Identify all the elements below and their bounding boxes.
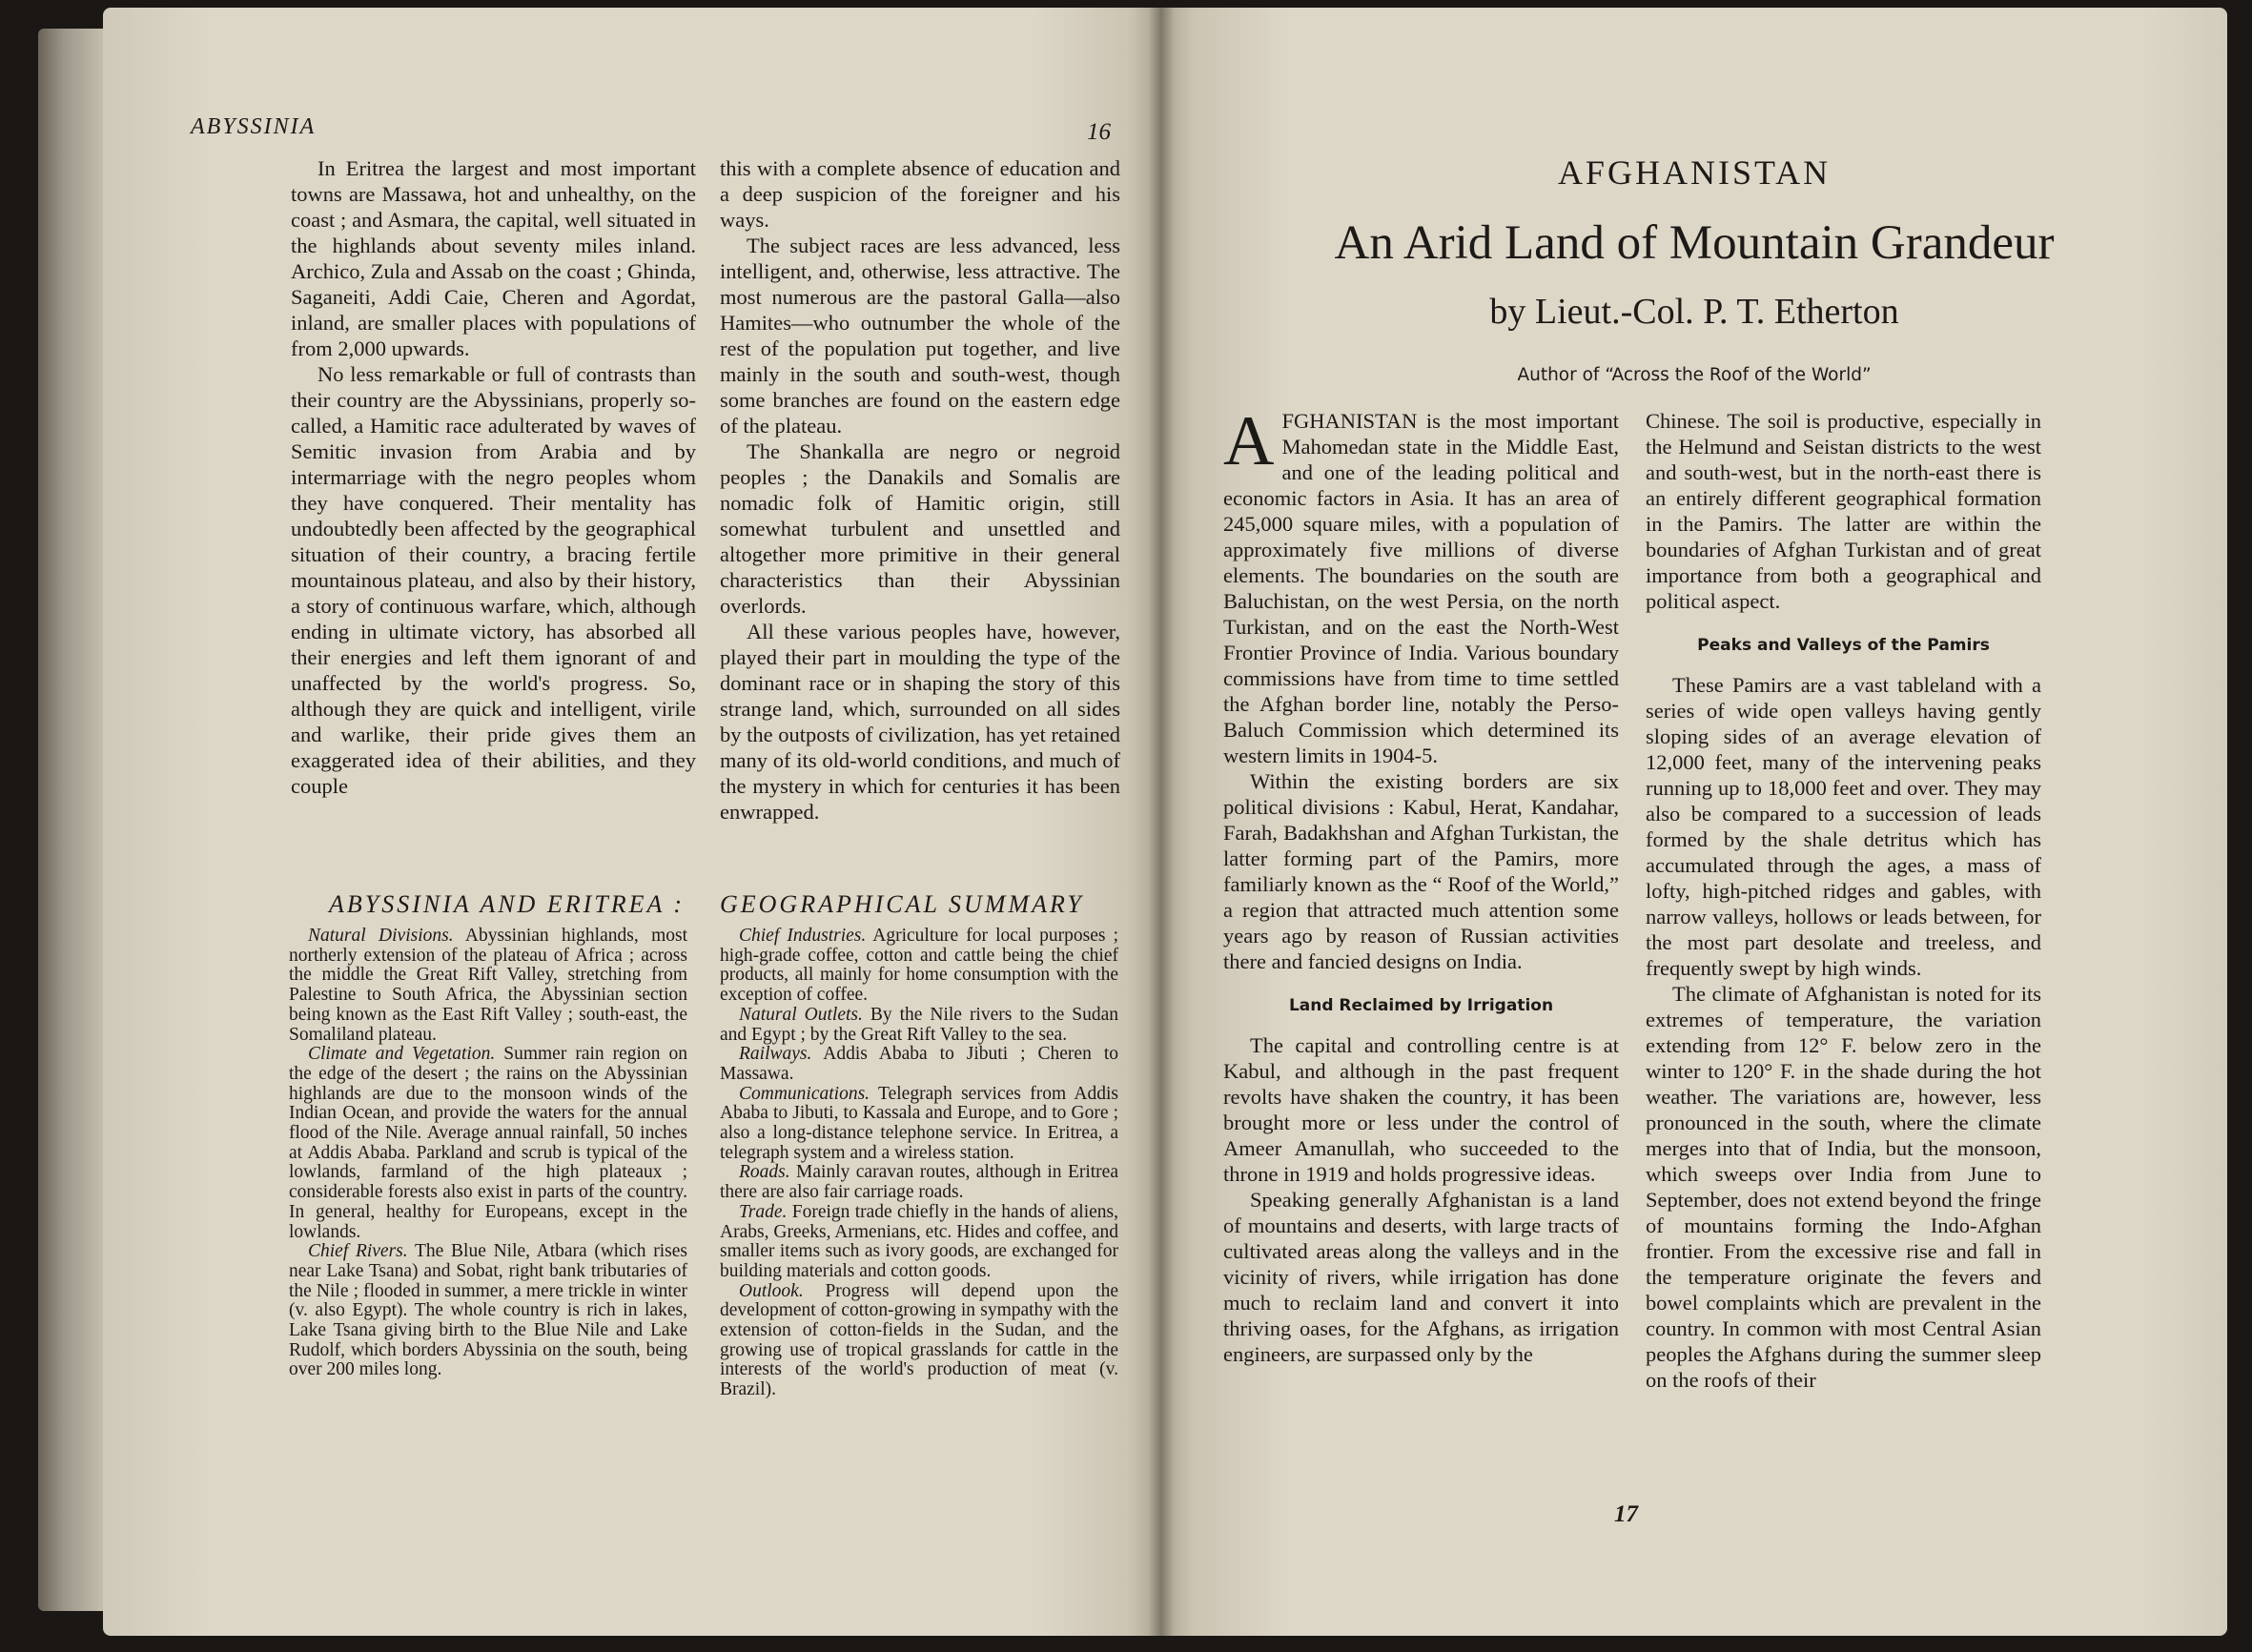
paragraph: No less remarkable or full of contrasts than their country are the Abyssinians, properly so-called, a Hamitic race adulterated by waves of Semitic invasion from Arabia and by intermarriage with the negro peoples whom they have conquered. Their mentality has undoubtedly been affected by the geographical situation of their country, a bracing fertile mountainous plateau, and also by their history, a story of continuous warfare, which, although ending in ultimate victory, has absorbed all their energies and left them ignorant of and unaffected by the world's progress. So, although they are quick and intelligent, virile and warlike, their pride gives them an exaggerated idea of their abilities, and they couple bbox=[291, 362, 696, 798]
paragraph: The Shankalla are negro or negroid peoples ; the Danakils and Somalis are nomadic folk of Hamitic origin, still somewhat turbulent and unsettled and altogether more primitive in their general characteristics than their Abyssinian overlords. bbox=[720, 439, 1120, 618]
summary-entry bbox=[720, 1163, 1118, 1202]
summary-entry bbox=[289, 1242, 687, 1380]
summary-text: The Blue Nile, Atbara (which rises near Lake Tsana) and Sobat, right bank tributaries of the Nile ; flooded in summer, a mere trickle in winter (v. also Egypt). The whole country is rich in lakes, Lake Tsana giving birth to the Blue Nile and Lake Rudolf, which borders Abyssinia on the south, being over 200 miles long. bbox=[289, 1241, 687, 1380]
paragraph: The subject races are less advanced, less intelligent, and, otherwise, less attractive. The most numerous are the pastoral Galla—also Hamites—who outnumber the whole of the rest of the population put together, and live mainly in the south and south-west, though some branches are found on the eastern edge of the plateau. bbox=[720, 234, 1120, 438]
summary-text: Abyssinian highlands, most northerly extension of the plateau of Africa ; across the middle the Great Rift Valley, stretching from Palestine to South Africa, the Abyssinian section being known as the East Rift Valley ; south-east, the Somaliland plateau. bbox=[289, 926, 687, 1045]
paragraph bbox=[1223, 402, 1619, 768]
paragraph: All these various peoples have, however, played their part in moulding the type of the dominant race or in shaping the story of this strange land, which, surrounded on all sides by the outposts of civilization, has yet retained many of its old-world conditions, and much of the mystery in which for centuries it has been enwrapped. bbox=[720, 620, 1120, 824]
summary-entry bbox=[720, 1203, 1118, 1282]
paragraph: Speaking generally Afghanistan is a land of mountains and deserts, with large tracts of cultivated areas along the valleys and in the vicinity of rivers, while irrigation has done much to reclaim land and convert it into thriving oases, for the Afghans, as irrigation engineers, are surpassed only by the bbox=[1223, 1188, 1619, 1366]
paragraph: In Eritrea the largest and most important towns are Massawa, hot and unhealthy, on the coast ; and Asmara, the capital, well situated in the highlands about seventy miles inland. Archico, Zula and Assab on the coast ; Ghinda, Saganeiti, Addi Caie, Cheren and Agordat, inland, are smaller places with populations of from 2,000 upwards. bbox=[291, 156, 696, 360]
summary-entry bbox=[720, 1282, 1118, 1400]
summary-text: Mainly caravan routes, although in Eritrea there are also fair carriage roads. bbox=[720, 1162, 1118, 1203]
summary-entry bbox=[720, 1006, 1118, 1045]
right-column-2 bbox=[1646, 408, 2041, 1393]
author-note: Author of “Across the Roof of the World” bbox=[1517, 365, 1872, 385]
paragraph: this with a complete absence of education and a deep suspicion of the foreigner and his ways. bbox=[720, 156, 1120, 232]
summary-lead: Railways. bbox=[739, 1044, 812, 1065]
paragraph-text: FGHANISTAN is the most important Mahomedan state in the Middle East, and one of the leading political and economic factors in Asia. It has an area of 245,000 square miles, with a population of approximately five millions of diverse elements. The boundaries on the south are Baluchistan, on the west Persia, on the north Turkistan, and on the east the North-West Frontier Province of India. Various boundary commissions have from time to time settled the Afghan border line, notably the Perso-Baluch Commission which determined its western limits in 1904-5. bbox=[1223, 409, 1619, 767]
summary-title bbox=[329, 890, 1101, 919]
paragraph: These Pamirs are a vast tableland with a series of wide open valleys having gently sloping sides of an average elevation of 12,000 feet, many of the intervening peaks running up to 18,000 feet and over. They may also be compared to a succession of leads formed by the shale detritus which has accumulated through the ages, a mass of lofty, high-pitched ridges and gables, with narrow valleys, hollows or leads between, for the most part desolate and treeless, and frequently swept by high winds. bbox=[1646, 673, 2041, 980]
article-byline: by Lieut.-Col. P. T. Etherton bbox=[1489, 292, 1899, 332]
summary-text: Telegraph services from Addis Ababa to Jibuti, to Kassala and Europe, and to Gore ; also a long-distance telephone service. In Eritrea, a telegraph system and a wireless station. bbox=[720, 1083, 1118, 1163]
summary-entry bbox=[289, 927, 687, 1045]
page-number-left: 16 bbox=[1087, 119, 1111, 145]
summary-entry bbox=[720, 1085, 1118, 1164]
subheading: Land Reclaimed by Irrigation bbox=[1288, 996, 1554, 1015]
summary-text: By the Nile rivers to the Sudan and Egypt ; by the Great Rift Valley to the sea. bbox=[720, 1004, 1119, 1045]
paragraph: The capital and controlling centre is at Kabul, and although in the past frequent revolts have shaken the country, it has been brought more or less under the control of Ameer Amanullah, who succeeded to the throne in 1919 and holds progressive ideas. bbox=[1223, 1033, 1619, 1186]
summary-title-part2: GEOGRAPHICAL SUMMARY bbox=[720, 890, 1084, 918]
paragraph: The climate of Afghanistan is noted for its extremes of temperature, the variation extending from 12° F. below zero in the winter to 120° F. in the shade during the hot weather. The variations are, however, less pronounced in the south, where the climate merges into that of India, but the monsoon, which sweeps over India from June to September, does not extend beyond the fringe of mountains forming the Indo-Afghan frontier. From the excessive rise and fall in the temperature originate the fevers and bowel complaints which are prevalent in the country. In common with most Central Asian peoples the Afghans during the summer sleep on the roofs of their bbox=[1646, 982, 2041, 1392]
summary-text: Addis Ababa to Jibuti ; Cheren to Massawa. bbox=[720, 1044, 1118, 1084]
left-column-2 bbox=[720, 155, 1120, 825]
article-country: AFGHANISTAN bbox=[1557, 153, 1832, 192]
summary-text: Progress will depend upon the development of cotton-growing in sympathy with the extension of cotton-fields in the Sudan, and the growing use of tropical grasslands for cattle in the interests of the world's production of meat (v. Brazil). bbox=[720, 1280, 1118, 1400]
article-title: An Arid Land of Mountain Grandeur bbox=[1334, 216, 2055, 270]
summary-lead: Chief Rivers. bbox=[308, 1241, 408, 1262]
summary-text: Foreign trade chiefly in the hands of aliens, Arabs, Greeks, Armenians, etc. Hides and coffee, and smaller items such as ivory goods, are exchanged for building materials and cotton goods. bbox=[720, 1201, 1118, 1281]
summary-lead: Natural Outlets. bbox=[739, 1004, 863, 1025]
page-number-right: 17 bbox=[1614, 1501, 1638, 1527]
summary-title-part1: ABYSSINIA AND ERITREA : bbox=[329, 890, 686, 918]
subheading: Peaks and Valleys of the Pamirs bbox=[1697, 636, 1990, 655]
summary-entry bbox=[289, 1045, 687, 1242]
summary-text: Summer rain region on the edge of the desert ; the rains on the Abyssinian highlands are due to the monsoon winds of the Indian Ocean, and provide the waters for the annual flood of the Nile. Average annual rainfall, 50 inches at Addis Ababa. Parkland and scrub is typical of the lowlands, farmland of the high plateaux ; considerable forests also exist in parts of the country. In general, healthy for Europeans, except in the lowlands. bbox=[289, 1044, 687, 1242]
summary-lead: Chief Industries. bbox=[739, 926, 867, 946]
summary-column-1 bbox=[289, 927, 687, 1380]
summary-lead: Roads. bbox=[739, 1162, 790, 1183]
summary-text: Agriculture for local purposes ; high-grade coffee, cotton and cattle being the chief products, all mainly for home consumption with the exception of coffee. bbox=[720, 926, 1118, 1006]
running-head: ABYSSINIA bbox=[191, 114, 317, 139]
paragraph: Within the existing borders are six political divisions : Kabul, Herat, Kandahar, Farah, Badakhshan and Afghan Turkistan, the latter forming part of the Pamirs, more familiarly known as the “ Roof of the World,” a region that attracted much attention some years ago by reason of Russian activities there and fancied designs on India. bbox=[1223, 769, 1619, 973]
summary-lead: Trade. bbox=[739, 1201, 788, 1222]
right-column-1 bbox=[1223, 402, 1619, 1367]
summary-entry bbox=[720, 927, 1118, 1006]
summary-lead: Climate and Vegetation. bbox=[308, 1044, 496, 1065]
summary-entry bbox=[720, 1045, 1118, 1084]
paragraph: Chinese. The soil is productive, especially in the Helmund and Seistan districts to the west and south-west, but in the north-east there is an entirely different geographical formation in the Pamirs. The latter are within the boundaries of Afghan Turkistan and of great importance from both a geographical and political aspect. bbox=[1646, 409, 2041, 613]
summary-lead: Natural Divisions. bbox=[308, 926, 454, 946]
left-column-1 bbox=[291, 155, 696, 799]
summary-lead: Communications. bbox=[739, 1083, 870, 1104]
drop-cap: A bbox=[1223, 402, 1275, 480]
summary-lead: Outlook. bbox=[739, 1280, 804, 1301]
summary-column-2 bbox=[720, 927, 1118, 1400]
